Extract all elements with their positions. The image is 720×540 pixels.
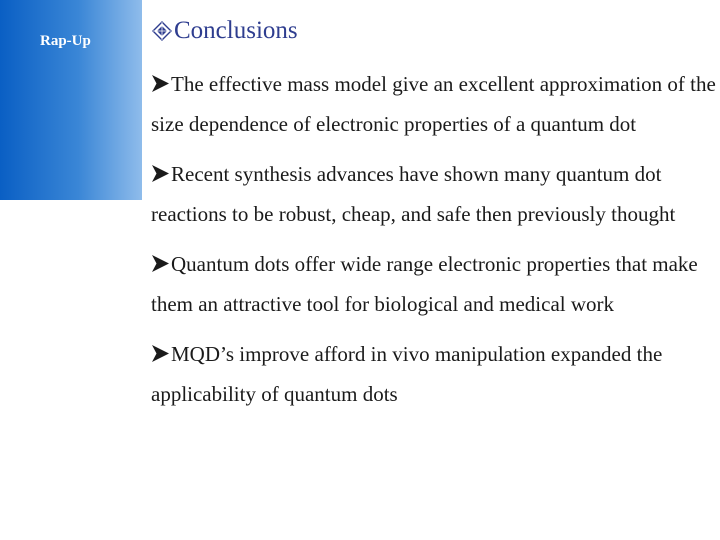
bullet-item [151,156,717,233]
arrowhead-bullet-icon [151,338,170,376]
arrowhead-bullet-icon [151,158,170,196]
diamond-bullet-icon [152,21,174,41]
side-panel [0,0,142,200]
bullet-list [151,66,717,426]
arrowhead-bullet-icon [151,248,170,286]
arrowhead-bullet-icon [151,68,170,106]
bullet-item [151,246,717,323]
bullet-text: Recent synthesis advances have shown many quantum dot reactions to be robust, cheap, and safe then previously thought [151,162,676,226]
slide-title: Conclusions [174,17,298,44]
section-label: Rap-Up [40,33,91,49]
bullet-item [151,66,717,143]
slide-heading [152,14,298,48]
bullet-text: MQD’s improve afford in vivo manipulation expanded the applicability of quantum dots [151,342,663,406]
bullet-text: Quantum dots offer wide range electronic properties that make them an attractive tool for biological and medical work [151,252,698,316]
bullet-text: The effective mass model give an excellent approximation of the size dependence of electronic properties of a quantum dot [151,72,716,136]
bullet-item [151,336,717,413]
